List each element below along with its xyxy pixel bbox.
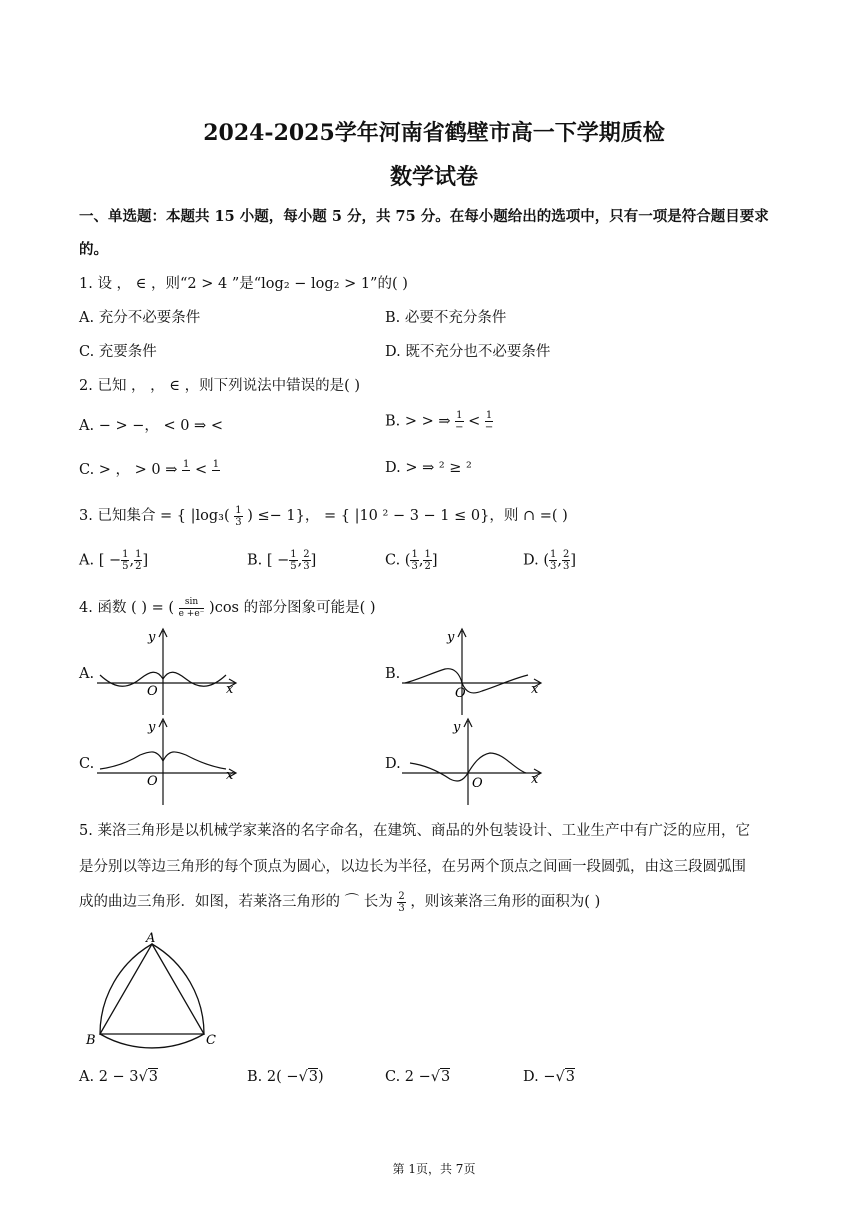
x-axis-label: x — [531, 772, 539, 787]
q1-stem: 1. 设 ， ∈ ，则“2 > 4 ”是“log₂ − log₂ > 1”的( ) — [79, 276, 408, 292]
q3-option-b: B. [ − $\frac{1}{5}$ , $\frac{2}{3}$ ] — [247, 549, 317, 572]
q2-option-c: C. > ， > 0 ⇒ 1 < 1 — [79, 458, 220, 478]
q4-graph-d — [400, 715, 550, 807]
q4-label-d: D. — [385, 756, 401, 772]
q4-graph-c — [95, 715, 245, 807]
section-header: 一、单选题：本题共 15 小题，每小题 5 分，共 75 分。在每小题给出的选项中，只有一项是符合题目要求 — [79, 208, 769, 225]
q2-option-d: D. > ⇒ ² ≥ ² — [385, 460, 472, 476]
x-axis-label: x — [531, 682, 539, 697]
y-axis-label: y — [453, 720, 461, 735]
q1-option-a: A. 充分不必要条件 — [79, 310, 201, 326]
q3-option-d: D. ( $\frac{1}{3}$ , $\frac{2}{3}$ ] — [523, 549, 577, 572]
page-title: 2024-2025学年河南省鹤壁市高一下学期质检 — [203, 120, 665, 146]
q3-option-c: C. ( $\frac{1}{3}$ , $\frac{1}{2}$ ] — [385, 549, 438, 572]
vertex-b-label: B — [86, 1033, 96, 1048]
q5-option-a: A. 2 − 3√3 — [79, 1069, 158, 1085]
section-header-cont: 的。 — [79, 241, 108, 258]
q5-option-d: D. −√3 — [523, 1069, 575, 1085]
page-footer: 第 1页，共 7页 — [392, 1162, 476, 1176]
q2-option-a: A. − > −， < 0 ⇒ < — [79, 418, 223, 434]
y-axis-label: y — [447, 630, 455, 645]
origin-label: O — [147, 684, 158, 699]
q4-graph-b — [400, 625, 550, 717]
x-axis-label: x — [226, 768, 234, 783]
origin-label: O — [472, 776, 483, 791]
q2-option-b: B. > > ⇒ $\frac{1}{-}$ < $\frac{1}{-}$ — [385, 410, 494, 433]
q1-option-b: B. 必要不充分条件 — [385, 310, 507, 326]
q4-graph-a — [95, 625, 245, 717]
origin-label: O — [455, 686, 466, 701]
x-axis-label: x — [226, 682, 234, 697]
q5-option-c: C. 2 −√3 — [385, 1069, 451, 1085]
q5-stem-line1: 5. 莱洛三角形是以机械学家莱洛的名字命名，在建筑、商品的外包装设计、工业生产中有广泛的应用，它 — [79, 823, 750, 839]
q4-label-c: C. — [79, 756, 95, 772]
q2-stem: 2. 已知 ， ， ∈ ，则下列说法中错误的是( ) — [79, 378, 361, 394]
y-axis-label: y — [148, 720, 156, 735]
q5-stem-line2: 是分别以等边三角形的每个顶点为圆心，以边长为半径，在另两个顶点之间画一段圆弧，由这三段圆弧围 — [79, 859, 746, 875]
origin-label: O — [147, 774, 158, 789]
vertex-a-label: A — [146, 931, 156, 946]
q1-option-c: C. 充要条件 — [79, 344, 157, 360]
y-axis-label: y — [148, 630, 156, 645]
vertex-c-label: C — [206, 1033, 216, 1048]
q4-stem: 4. 函数 ( ) = ( $\frac{\sin}{e +e^-}$ )cos 的部分图象可能是( ) — [79, 596, 376, 619]
reuleaux-triangle-figure — [82, 928, 222, 1052]
q3-option-a: A. [ − $\frac{1}{5}$ , $\frac{1}{2}$ ] — [79, 549, 149, 572]
q3-stem: 3. 已知集合 = { |log₃( $\frac{1}{3}$ ) ≤− 1}， = { |10 ² − 3 − 1 ≤ 0}，则 ∩ =( ) — [79, 504, 568, 528]
q5-option-b: B. 2( −√3) — [247, 1069, 324, 1085]
q4-label-a: A. — [79, 666, 95, 682]
q5-stem-line3: 成的曲边三角形．如图，若莱洛三角形的 ⌒ 长为 $\frac{2}{3}$ ，则该莱洛三角形的面积为( ) — [79, 890, 601, 914]
page-subtitle: 数学试卷 — [389, 164, 478, 190]
q4-label-b: B. — [385, 666, 401, 682]
q1-option-d: D. 既不充分也不必要条件 — [385, 344, 551, 360]
